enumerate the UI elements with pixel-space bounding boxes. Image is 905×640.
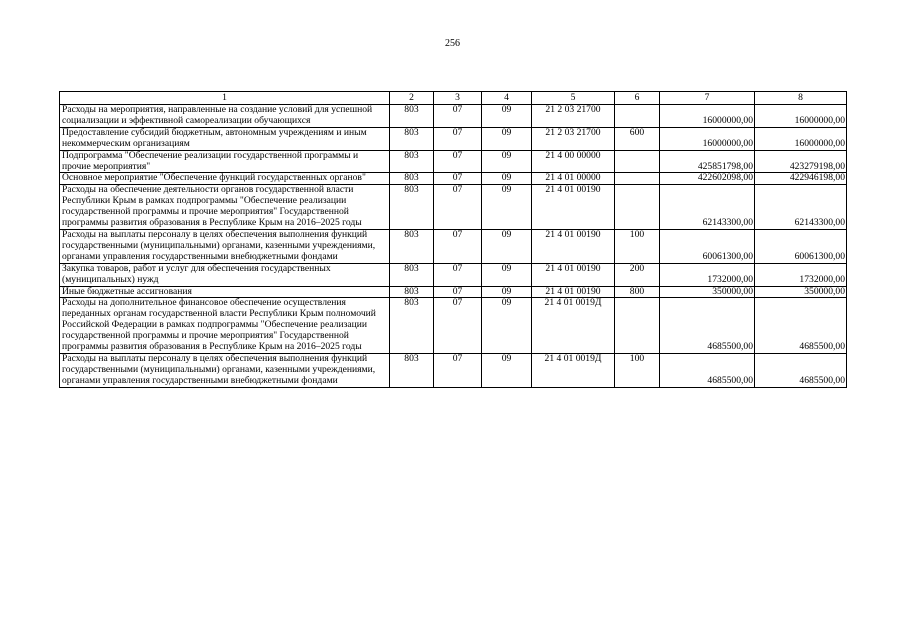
column-header: 6: [615, 92, 660, 105]
column-header: 3: [434, 92, 482, 105]
column-header: 5: [532, 92, 615, 105]
section-code-cell: 07: [434, 105, 482, 128]
table-row: [60, 353, 847, 387]
section-code-cell: 07: [434, 173, 482, 185]
table-row: [60, 286, 847, 298]
expense-type-cell: 200: [615, 263, 660, 286]
amount-year1-cell: 4685500,00: [660, 298, 755, 354]
column-header: 1: [60, 92, 390, 105]
page-number: 256: [445, 38, 460, 49]
subsection-code-cell: 09: [482, 229, 532, 263]
subsection-code-cell: 09: [482, 105, 532, 128]
ministry-code-cell: 803: [390, 105, 434, 128]
description-cell: Расходы на выплаты персоналу в целях обеспечения выполнения функций государственными (муниципальными) органами, казенными учреждениями, органами управления государственными внебюджетными фондами: [60, 229, 390, 263]
column-header: 2: [390, 92, 434, 105]
amount-year2-cell: 1732000,00: [755, 263, 847, 286]
amount-year1-cell: 62143300,00: [660, 185, 755, 230]
description-cell: Расходы на мероприятия, направленные на создание условий для успешной социализации и эффективной самореализации обучающихся: [60, 105, 390, 128]
subsection-code-cell: 09: [482, 353, 532, 387]
target-article-cell: 21 4 01 00190: [532, 229, 615, 263]
table-header-row: [60, 92, 847, 105]
target-article-cell: 21 4 01 00000: [532, 173, 615, 185]
section-code-cell: 07: [434, 286, 482, 298]
expense-type-cell: [615, 150, 660, 173]
column-header: 4: [482, 92, 532, 105]
description-cell: Подпрограмма "Обеспечение реализации государственной программы и прочие мероприятия": [60, 150, 390, 173]
amount-year1-cell: 16000000,00: [660, 127, 755, 150]
table-row: [60, 150, 847, 173]
target-article-cell: 21 2 03 21700: [532, 127, 615, 150]
section-code-cell: 07: [434, 229, 482, 263]
amount-year2-cell: 423279198,00: [755, 150, 847, 173]
amount-year1-cell: 16000000,00: [660, 105, 755, 128]
column-header: 8: [755, 92, 847, 105]
section-code-cell: 07: [434, 150, 482, 173]
expense-type-cell: [615, 173, 660, 185]
expense-type-cell: 600: [615, 127, 660, 150]
description-cell: Расходы на обеспечение деятельности органов государственной власти Республики Крым в рамках подпрограммы "Обеспечение реализации государственной программы и прочие мероприятия" Государственной программы развития образования в Республике Крым на 2016–2025 годы: [60, 185, 390, 230]
ministry-code-cell: 803: [390, 353, 434, 387]
amount-year1-cell: 1732000,00: [660, 263, 755, 286]
section-code-cell: 07: [434, 263, 482, 286]
description-cell: Расходы на дополнительное финансовое обеспечение осуществления переданных органам государственной власти Республики Крым полномочий Российской Федерации в рамках подпрограммы "Обеспечение реализации государственной программы и прочие мероприятия" Государственной программы развития образования в Республике Крым на 2016–2025 годы: [60, 298, 390, 354]
table-row: [60, 298, 847, 354]
description-cell: Предоставление субсидий бюджетным, автономным учреждениям и иным некоммерческим организациям: [60, 127, 390, 150]
expense-type-cell: [615, 105, 660, 128]
description-cell: Основное мероприятие "Обеспечение функций государственных органов": [60, 173, 390, 185]
target-article-cell: 21 4 01 00190: [532, 185, 615, 230]
target-article-cell: 21 2 03 21700: [532, 105, 615, 128]
ministry-code-cell: 803: [390, 127, 434, 150]
ministry-code-cell: 803: [390, 286, 434, 298]
target-article-cell: 21 4 01 0019Д: [532, 298, 615, 354]
table-row: [60, 173, 847, 185]
amount-year2-cell: 60061300,00: [755, 229, 847, 263]
section-code-cell: 07: [434, 127, 482, 150]
expense-type-cell: [615, 298, 660, 354]
description-cell: Расходы на выплаты персоналу в целях обеспечения выполнения функций государственными (муниципальными) органами, казенными учреждениями, органами управления государственными внебюджетными фондами: [60, 353, 390, 387]
amount-year1-cell: 422602098,00: [660, 173, 755, 185]
column-header: 7: [660, 92, 755, 105]
subsection-code-cell: 09: [482, 127, 532, 150]
target-article-cell: 21 4 01 00190: [532, 263, 615, 286]
expense-type-cell: [615, 185, 660, 230]
table-row: [60, 127, 847, 150]
subsection-code-cell: 09: [482, 150, 532, 173]
target-article-cell: 21 4 00 00000: [532, 150, 615, 173]
subsection-code-cell: 09: [482, 286, 532, 298]
ministry-code-cell: 803: [390, 229, 434, 263]
expense-type-cell: 100: [615, 229, 660, 263]
amount-year2-cell: 16000000,00: [755, 127, 847, 150]
subsection-code-cell: 09: [482, 173, 532, 185]
subsection-code-cell: 09: [482, 185, 532, 230]
subsection-code-cell: 09: [482, 263, 532, 286]
amount-year1-cell: 425851798,00: [660, 150, 755, 173]
table-row: [60, 229, 847, 263]
amount-year2-cell: 422946198,00: [755, 173, 847, 185]
expense-type-cell: 100: [615, 353, 660, 387]
amount-year2-cell: 4685500,00: [755, 353, 847, 387]
section-code-cell: 07: [434, 185, 482, 230]
table-row: [60, 185, 847, 230]
ministry-code-cell: 803: [390, 173, 434, 185]
ministry-code-cell: 803: [390, 185, 434, 230]
ministry-code-cell: 803: [390, 298, 434, 354]
amount-year1-cell: 4685500,00: [660, 353, 755, 387]
amount-year2-cell: 16000000,00: [755, 105, 847, 128]
section-code-cell: 07: [434, 298, 482, 354]
amount-year2-cell: 4685500,00: [755, 298, 847, 354]
expense-type-cell: 800: [615, 286, 660, 298]
table-body: [60, 105, 847, 388]
budget-table: [59, 91, 847, 388]
target-article-cell: 21 4 01 0019Д: [532, 353, 615, 387]
amount-year2-cell: 350000,00: [755, 286, 847, 298]
table-row: [60, 263, 847, 286]
amount-year2-cell: 62143300,00: [755, 185, 847, 230]
target-article-cell: 21 4 01 00190: [532, 286, 615, 298]
amount-year1-cell: 350000,00: [660, 286, 755, 298]
ministry-code-cell: 803: [390, 150, 434, 173]
subsection-code-cell: 09: [482, 298, 532, 354]
description-cell: Закупка товаров, работ и услуг для обеспечения государственных (муниципальных) нужд: [60, 263, 390, 286]
amount-year1-cell: 60061300,00: [660, 229, 755, 263]
table-row: [60, 105, 847, 128]
section-code-cell: 07: [434, 353, 482, 387]
ministry-code-cell: 803: [390, 263, 434, 286]
description-cell: Иные бюджетные ассигнования: [60, 286, 390, 298]
